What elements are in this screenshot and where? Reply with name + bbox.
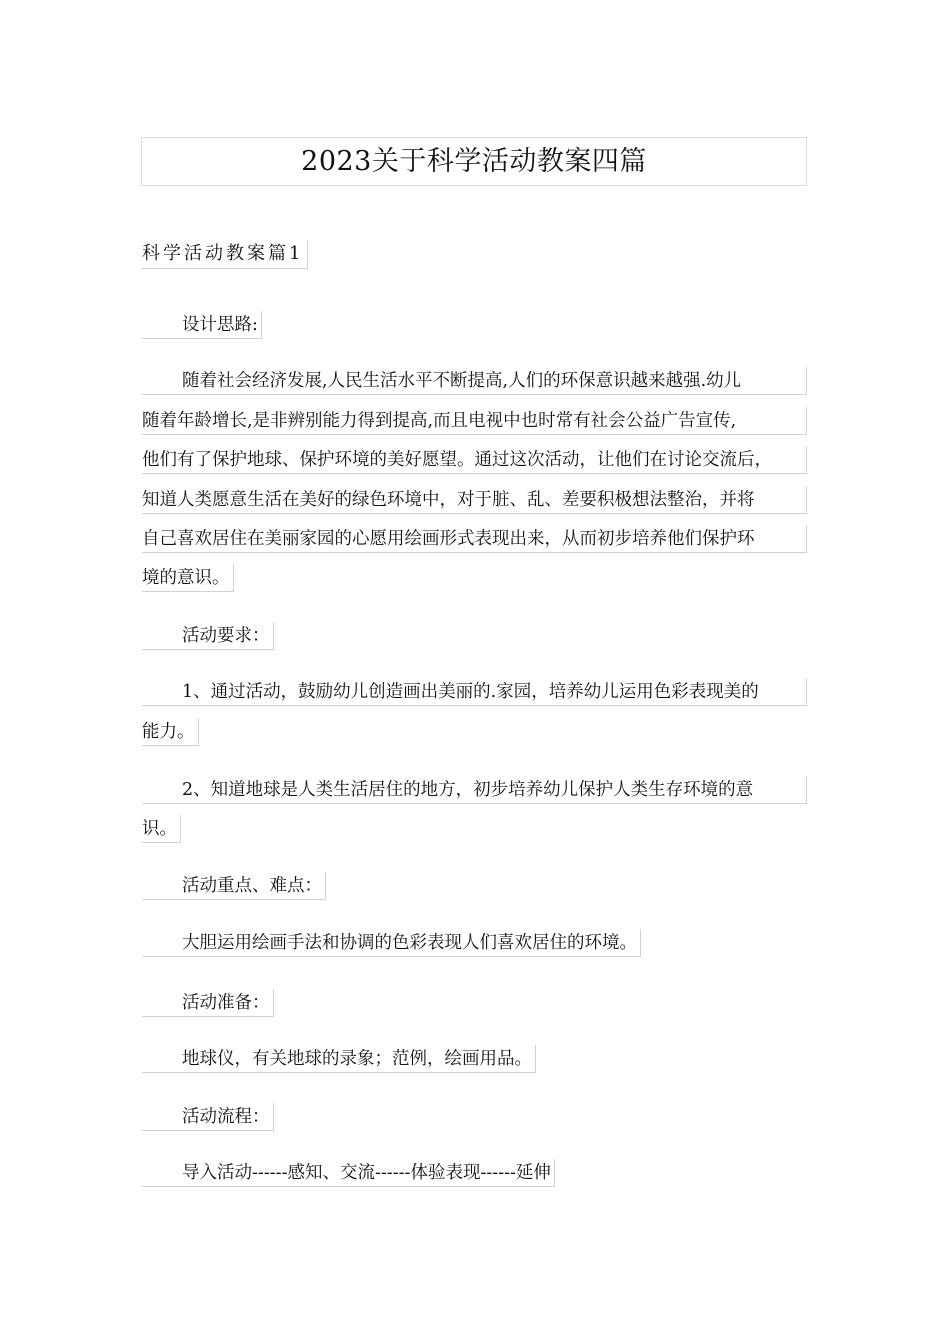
design-line-5: 自己喜欢居住在美丽家园的心愿用绘画形式表现出来，从而初步培养他们保护环 <box>142 525 807 553</box>
document-title: 2023关于科学活动教案四篇 <box>141 137 807 186</box>
section-heading: 科学活动教案篇1 <box>142 240 308 269</box>
design-label: 设计思路: <box>142 311 262 339</box>
process-label: 活动流程： <box>142 1103 274 1131</box>
design-line-2: 随着年龄增长,是非辨别能力得到提高,而且电视中也时常有社会公益广告宣传, <box>142 407 807 435</box>
requirement-1-line-1: 1、通过活动，鼓励幼儿创造画出美丽的.家园，培养幼儿运用色彩表现美的 <box>142 678 807 706</box>
process-text: 导入活动------感知、交流------体验表现------延伸 <box>142 1159 555 1187</box>
design-line-4: 知道人类愿意生活在美好的绿色环境中，对于脏、乱、差要积极想法整治，并将 <box>142 486 807 514</box>
preparation-label: 活动准备： <box>142 989 274 1017</box>
design-line-3: 他们有了保护地球、保护环境的美好愿望。通过这次活动，让他们在讨论交流后， <box>142 446 807 474</box>
requirement-1-line-2: 能力。 <box>142 718 199 746</box>
key-points-label: 活动重点、难点： <box>142 872 326 900</box>
design-line-1: 随着社会经济发展,人民生活水平不断提高,人们的环保意识越来越强.幼儿 <box>142 367 807 395</box>
requirement-2-line-2: 识。 <box>142 815 181 843</box>
design-line-6: 境的意识。 <box>142 564 234 592</box>
preparation-text: 地球仪，有关地球的录象；范例，绘画用品。 <box>142 1045 536 1073</box>
key-points-text: 大胆运用绘画手法和协调的色彩表现人们喜欢居住的环境。 <box>142 929 641 957</box>
requirements-label: 活动要求： <box>142 622 274 650</box>
requirement-2-line-1: 2、知道地球是人类生活居住的地方，初步培养幼儿保护人类生存环境的意 <box>142 776 807 804</box>
